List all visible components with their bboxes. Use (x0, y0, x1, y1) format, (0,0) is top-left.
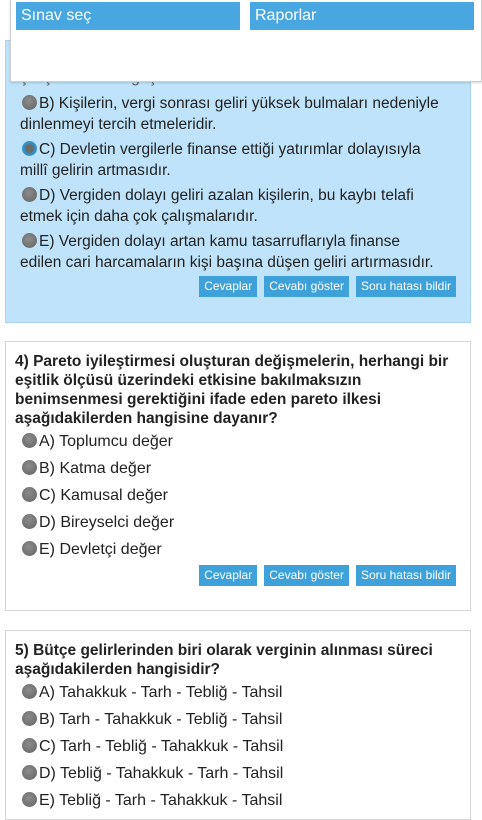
question4-actions (199, 565, 456, 586)
radio-icon[interactable] (22, 738, 37, 753)
answers-button[interactable]: Cevaplar (199, 276, 257, 297)
question4-option-c[interactable]: C) Kamusal değer (20, 485, 465, 506)
radio-icon[interactable] (22, 711, 37, 726)
report-error-button[interactable]: Soru hatası bildir (356, 276, 456, 297)
question4-option-a[interactable]: A) Toplumcu değer (20, 431, 465, 452)
question5-option-b[interactable]: B) Tarh - Tahakkuk - Tebliğ - Tahsil (20, 709, 465, 730)
question-card-4 (5, 341, 471, 611)
question4-option-b[interactable]: B) Katma değer (20, 458, 465, 479)
question5-title: 5) Bütçe gelirlerinden biri olarak verginin alınması süreci aşağıdakilerden hangisidir? (15, 642, 433, 678)
radio-icon[interactable] (22, 460, 37, 475)
radio-icon[interactable] (22, 765, 37, 780)
exam-select-button[interactable]: Sınav seç (16, 2, 240, 30)
show-answer-button[interactable]: Cevabı göster (264, 565, 349, 586)
question5-option-c[interactable]: C) Tarh - Tebliğ - Tahakkuk - Tahsil (20, 736, 465, 757)
question4-title: 4) Pareto iyileştirmesi oluşturan değişmelerin, herhangi bir eşitlik ölçüsü üzerindeki etkisine bakılmaksızın benimsenmesi gerektiğini ifade eden pareto ilkesi aşağıdakilerden hangisine dayanır? (15, 353, 449, 427)
radio-icon[interactable] (22, 95, 37, 110)
reports-button[interactable]: Raporlar (250, 2, 474, 30)
question-card-5 (5, 630, 471, 820)
radio-icon[interactable] (22, 433, 37, 448)
question3-option-c[interactable]: C) Devletin vergilerle finanse ettiği yatırımlar dolayısıyla millî gelirin artmasıdır. (20, 141, 421, 179)
report-error-button[interactable]: Soru hatası bildir (356, 565, 456, 586)
question3-actions (199, 276, 456, 297)
question4-option-e[interactable]: E) Devletçi değer (20, 539, 465, 560)
radio-icon[interactable] (22, 684, 37, 699)
top-menu-panel (10, 0, 482, 82)
question5-option-e[interactable]: E) Tebliğ - Tarh - Tahakkuk - Tahsil (20, 790, 465, 811)
question3-option-d[interactable]: D) Vergiden dolayı geliri azalan kişilerin, bu kaybı telafi etmek için daha çok çalışmalarıdır. (20, 187, 414, 225)
radio-icon[interactable] (22, 514, 37, 529)
question3-option-b[interactable]: B) Kişilerin, vergi sonrası geliri yüksek bulmaları nedeniyle dinlenmeyi tercih etmeleridir. (20, 95, 439, 133)
question4-option-d[interactable]: D) Bireyselci değer (20, 512, 465, 533)
radio-icon[interactable] (22, 792, 37, 807)
question5-option-a[interactable]: A) Tahakkuk - Tarh - Tebliğ - Tahsil (20, 682, 465, 703)
radio-icon[interactable] (22, 233, 37, 248)
radio-icon[interactable] (22, 487, 37, 502)
answers-button[interactable]: Cevaplar (199, 565, 257, 586)
show-answer-button[interactable]: Cevabı göster (264, 276, 349, 297)
question3-option-e[interactable]: E) Vergiden dolayı artan kamu tasarruflarıyla finanse edilen cari harcamaların kişi başına düşen geliri artırmasıdır. (20, 233, 434, 271)
question-card-3 (5, 40, 471, 323)
radio-icon[interactable] (22, 187, 37, 202)
radio-selected-icon[interactable] (22, 141, 37, 156)
question5-option-d[interactable]: D) Tebliğ - Tahakkuk - Tarh - Tahsil (20, 763, 465, 784)
radio-icon[interactable] (22, 541, 37, 556)
